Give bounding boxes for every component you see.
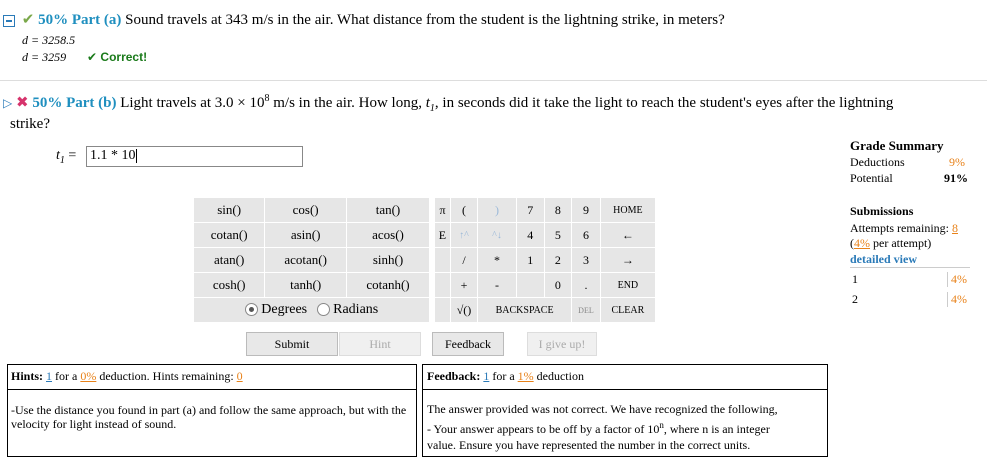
key-minus[interactable]: - <box>478 273 517 298</box>
key-sin[interactable]: sin() <box>194 198 265 223</box>
feedback-line-1: The answer provided was not correct. We have recognized the following, <box>427 402 778 416</box>
per-attempt-value: 4% <box>854 236 870 250</box>
angle-mode <box>194 298 430 323</box>
key-3[interactable]: 3 <box>572 248 601 273</box>
feedback-label: Feedback: <box>427 369 481 383</box>
input-label: $t_1$ = <box>56 148 77 166</box>
q-exp: 8 <box>264 93 270 104</box>
attempts-value: 8 <box>951 221 958 235</box>
part-a-previous-answer: d = 3258.5 <box>22 33 76 47</box>
radians-label: Radians <box>333 302 379 317</box>
deductions-value: 9% <box>949 155 965 169</box>
key-7[interactable]: 7 <box>516 198 544 223</box>
submission-row-1-n: 1 <box>852 272 858 286</box>
key-dot[interactable]: . <box>572 273 601 298</box>
hints-deduction: 0% <box>80 369 97 383</box>
radians-radio[interactable] <box>317 303 330 316</box>
q-text-1: Light travels at 3.0 × 10 <box>120 95 265 111</box>
part-a-header <box>3 10 725 29</box>
answer-input[interactable] <box>86 146 303 167</box>
part-b-header <box>3 93 893 114</box>
key-clear[interactable]: CLEAR <box>600 298 655 323</box>
input-label-var: t <box>56 148 60 163</box>
feedback-body <box>423 390 827 453</box>
key-home[interactable]: HOME <box>600 198 655 223</box>
submission-row-2-n: 2 <box>852 292 858 306</box>
deductions-label: Deductions <box>850 155 905 169</box>
key-atan[interactable]: atan() <box>194 248 265 273</box>
submit-button[interactable]: Submit <box>246 332 338 356</box>
feedback-header <box>423 365 827 390</box>
feedback-exp: n <box>659 420 664 430</box>
key-blank-3 <box>516 273 544 298</box>
feedback-count[interactable]: 1 <box>483 369 490 383</box>
key-blank-2 <box>435 273 451 298</box>
q-var-sub: 1 <box>429 103 435 114</box>
part-a-answer: d = 3259 <box>22 50 67 64</box>
q-text-3: , in seconds did it take the light to reach the student's eyes after the lightning <box>434 95 894 111</box>
check-icon: ✔ <box>21 10 35 28</box>
part-b-question <box>120 93 894 114</box>
feedback-for-a: for a <box>492 369 515 383</box>
q-var: t <box>425 95 430 111</box>
feedback-line-2 <box>427 417 823 437</box>
hints-header <box>8 365 416 390</box>
key-mul[interactable]: * <box>478 248 517 273</box>
feedback-panel <box>422 364 828 457</box>
key-sinh[interactable]: sinh() <box>346 248 429 273</box>
grade-summary-title: Grade Summary <box>850 138 944 153</box>
function-keypad <box>193 197 430 323</box>
part-a-label: Part (a) <box>71 12 122 28</box>
key-plus[interactable]: + <box>450 273 477 298</box>
expand-icon[interactable]: ▷ <box>3 96 13 110</box>
attempts-label: Attempts remaining: <box>850 221 952 235</box>
key-tan[interactable]: tan() <box>346 198 429 223</box>
status-text: Correct! <box>100 50 148 64</box>
collapse-icon[interactable] <box>3 15 15 27</box>
key-right[interactable]: → <box>600 248 655 273</box>
hint-button[interactable]: Hint <box>339 332 421 356</box>
hint-text: -Use the distance you found in part (a) and follow the same approach, but with the velocity for light instead of sound. <box>11 403 407 431</box>
potential-label: Potential <box>850 171 893 185</box>
key-cotan[interactable]: cotan() <box>194 223 265 248</box>
q-text-2: m/s in the air. How long, <box>269 95 426 111</box>
part-b-question-wrap: strike? <box>10 116 50 132</box>
submissions-title: Submissions <box>850 204 914 218</box>
key-tanh[interactable]: tanh() <box>265 273 347 298</box>
hints-label: Hints: <box>11 369 44 383</box>
key-8[interactable]: 8 <box>544 198 572 223</box>
feedback-line-2a: - Your answer appears to be off by a factor of 10 <box>427 422 660 436</box>
hints-deduction-text: deduction. Hints remaining: <box>99 369 234 383</box>
part-a-percent: 50% <box>38 12 69 28</box>
submission-row-2-v: 4% <box>947 292 967 307</box>
attempts-remaining <box>850 221 958 236</box>
key-e[interactable]: E <box>435 223 451 248</box>
key-4[interactable]: 4 <box>516 223 544 248</box>
submissions-divider <box>850 267 970 268</box>
key-acotan[interactable]: acotan() <box>265 248 347 273</box>
key-cosh[interactable]: cosh() <box>194 273 265 298</box>
part-b-label: Part (b) <box>66 95 117 111</box>
feedback-line-3: value. Ensure you have represented the number in the correct units. <box>427 438 751 452</box>
correct-badge <box>87 50 147 64</box>
degrees-label: Degrees <box>261 302 308 317</box>
feedback-deduction: 1% <box>517 369 534 383</box>
key-pi[interactable]: π <box>435 198 451 223</box>
hints-remaining: 0 <box>236 369 243 383</box>
per-attempt <box>850 236 931 251</box>
key-end[interactable]: END <box>600 273 655 298</box>
hints-for-a: for a <box>55 369 78 383</box>
feedback-deduction-text: deduction <box>536 369 584 383</box>
key-5[interactable]: 5 <box>544 223 572 248</box>
potential-value: 91% <box>944 171 968 185</box>
key-asin[interactable]: asin() <box>265 223 347 248</box>
key-del[interactable]: DEL <box>572 298 601 323</box>
wrong-icon: ✖ <box>15 93 29 111</box>
feedback-line-2b: , where n is an integer <box>663 422 770 436</box>
key-2[interactable]: 2 <box>544 248 572 273</box>
key-blank <box>435 248 451 273</box>
feedback-button[interactable]: Feedback <box>432 332 504 356</box>
key-cos[interactable]: cos() <box>265 198 347 223</box>
key-up[interactable]: ↑^ <box>450 223 477 248</box>
key-rparen[interactable]: ) <box>478 198 517 223</box>
hints-panel <box>7 364 417 457</box>
numeric-keypad <box>434 197 656 323</box>
key-cotanh[interactable]: cotanh() <box>346 273 429 298</box>
divider <box>0 80 987 81</box>
hints-count[interactable]: 1 <box>46 369 53 383</box>
degrees-radio[interactable] <box>245 303 258 316</box>
give-up-button[interactable]: I give up! <box>527 332 597 356</box>
key-sqrt[interactable]: √() <box>450 298 477 323</box>
key-9[interactable]: 9 <box>572 198 601 223</box>
key-left[interactable]: ← <box>600 223 655 248</box>
part-a-question: Sound travels at 343 m/s in the air. What distance from the student is the lightning strike, in meters? <box>125 12 725 28</box>
per-attempt-open: ( <box>850 236 854 250</box>
key-acos[interactable]: acos() <box>346 223 429 248</box>
detailed-view-link[interactable]: detailed view <box>850 252 917 266</box>
key-backspace[interactable]: BACKSPACE <box>478 298 572 323</box>
check-icon: ✔ <box>87 50 98 64</box>
key-lparen[interactable]: ( <box>450 198 477 223</box>
key-blank-4 <box>435 298 451 323</box>
key-1[interactable]: 1 <box>516 248 544 273</box>
key-0[interactable]: 0 <box>544 273 572 298</box>
answer-input-value: 1.1 * 10 <box>90 148 136 163</box>
key-div[interactable]: / <box>450 248 477 273</box>
per-attempt-close: per attempt) <box>870 236 932 250</box>
key-6[interactable]: 6 <box>572 223 601 248</box>
part-b-percent: 50% <box>32 95 63 111</box>
key-down[interactable]: ^↓ <box>478 223 517 248</box>
submission-row-1-v: 4% <box>947 272 967 287</box>
input-label-sub: 1 <box>59 154 65 166</box>
